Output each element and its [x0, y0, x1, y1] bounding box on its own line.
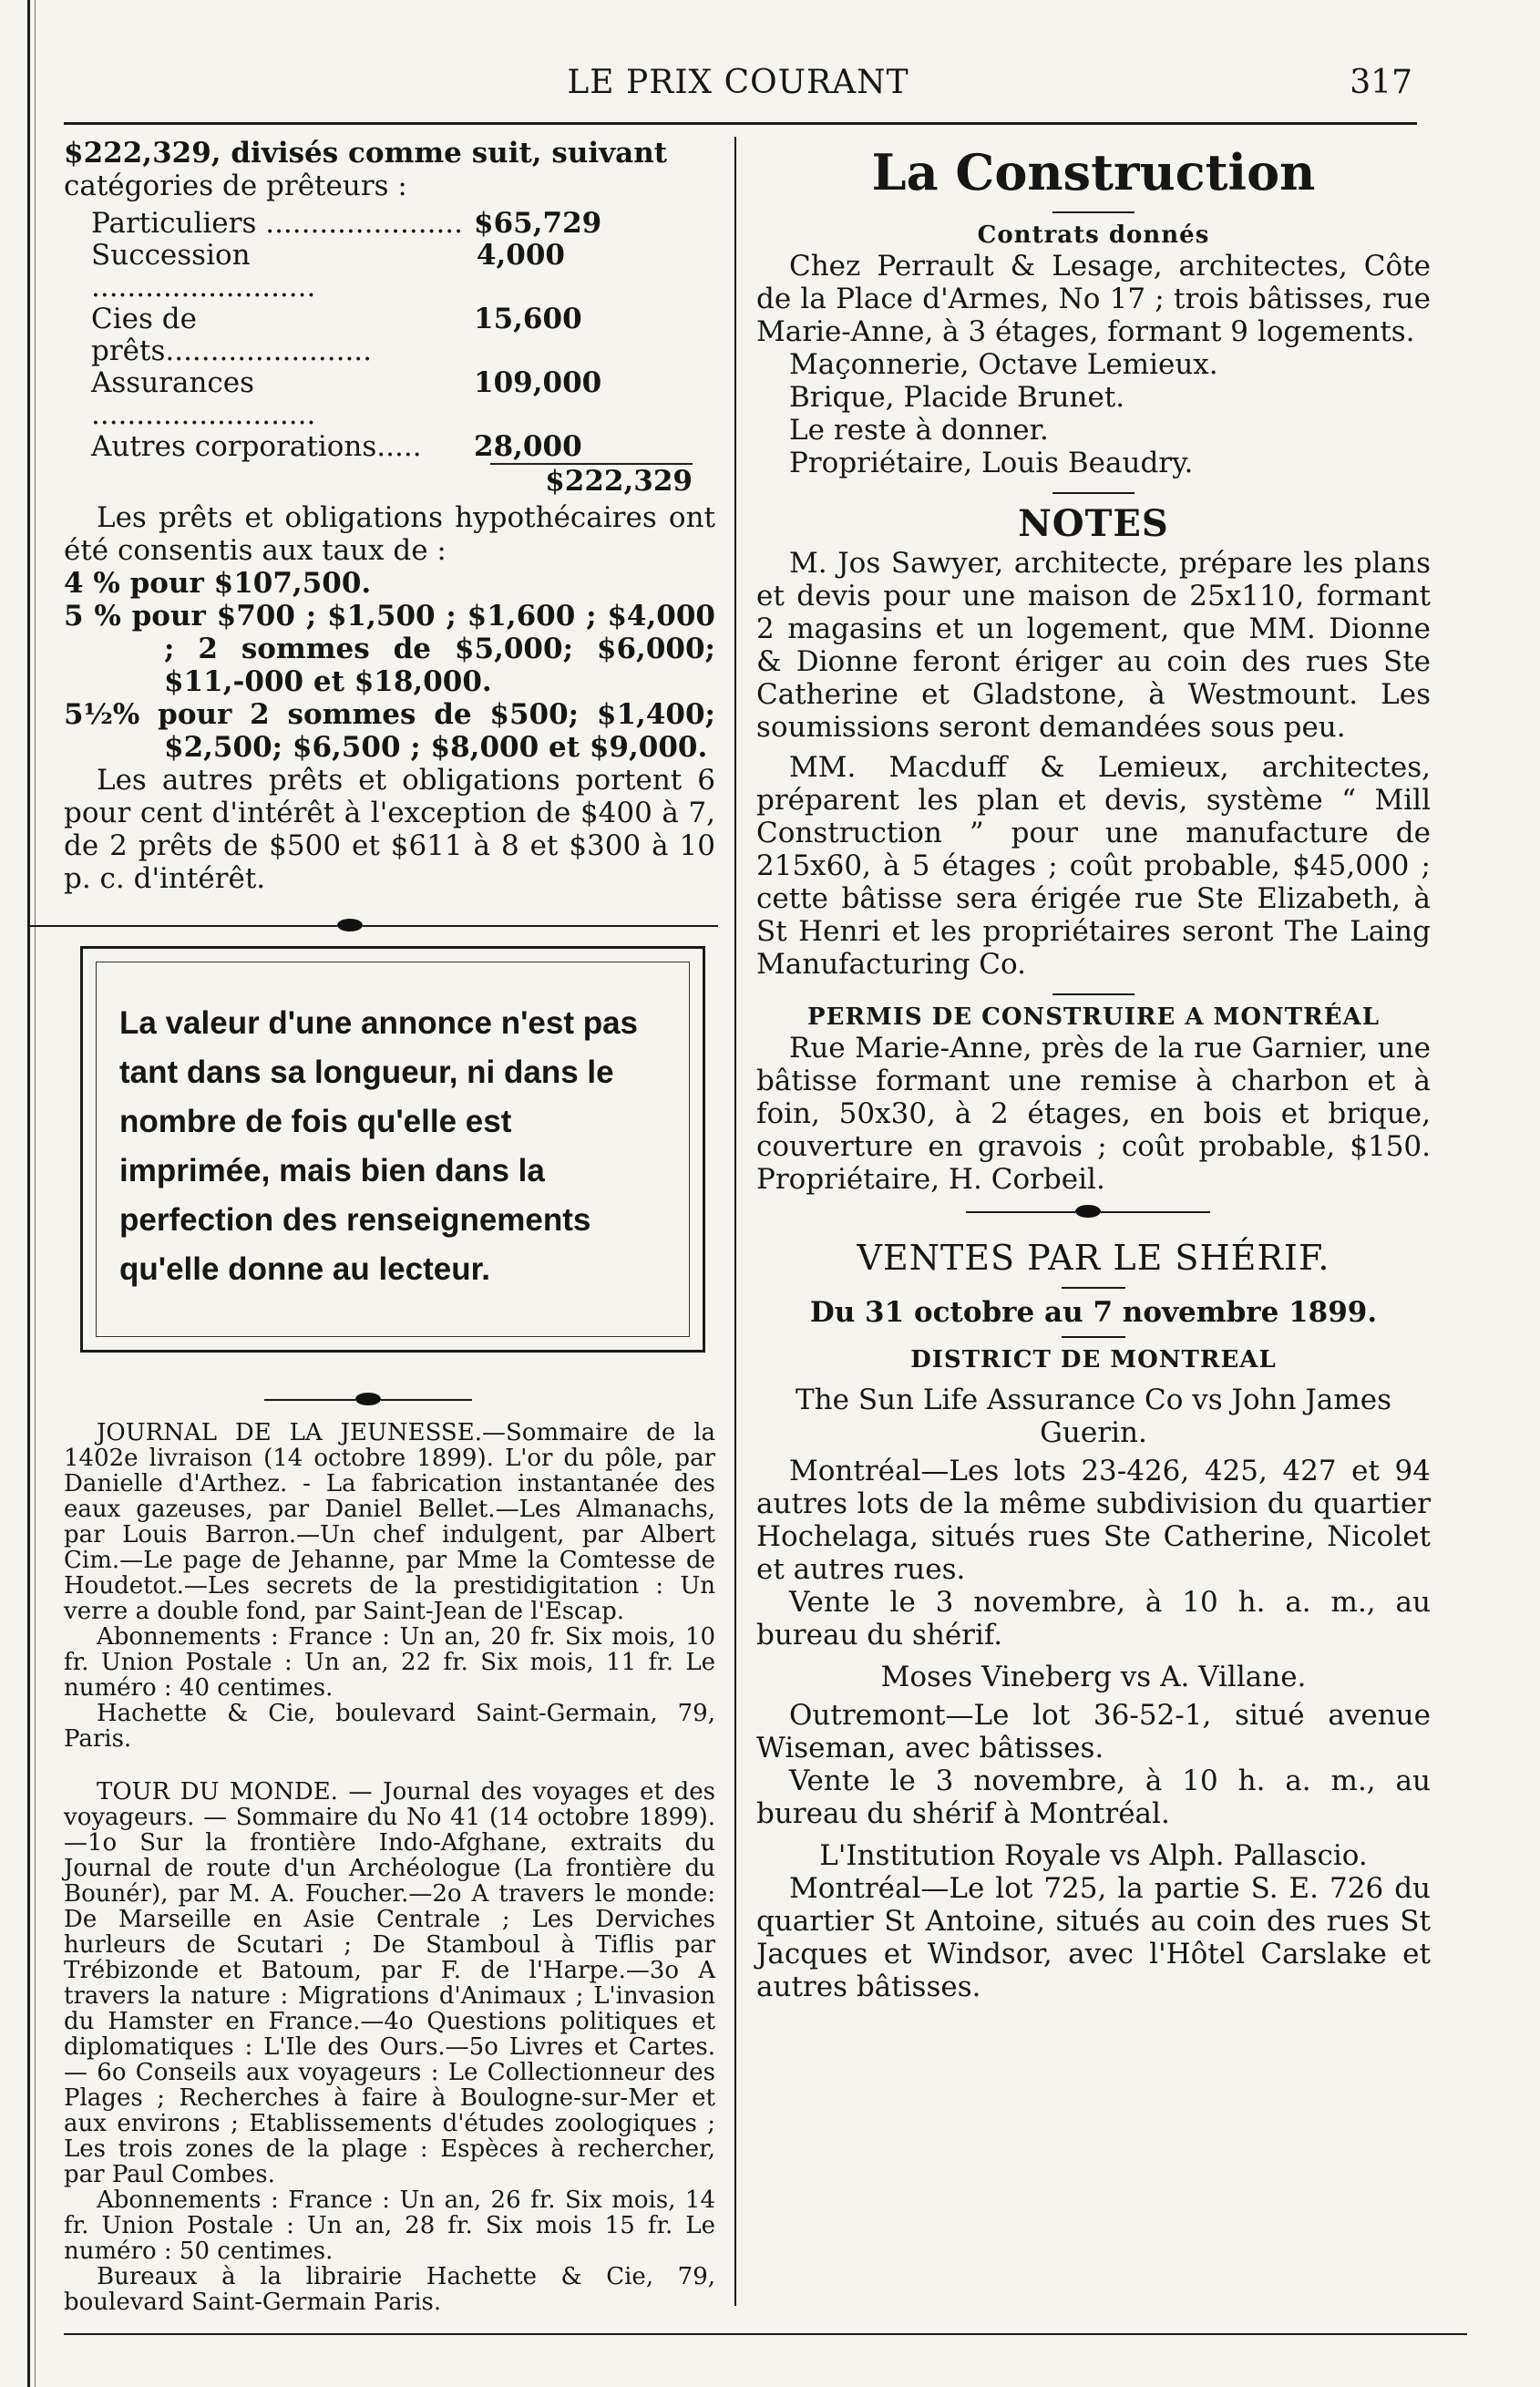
short-rule: [1062, 1287, 1125, 1289]
page-header: [64, 57, 1412, 111]
short-rule: [1052, 993, 1134, 995]
short-rule: [1052, 492, 1134, 494]
ventes-title: VENTES PAR LE SHÉRIF.: [857, 1238, 1330, 1278]
contrats-text: Chez Perrault & Lesage, architectes, Côte de la Place d'Armes, No 17 ; trois bâtisses, rue Marie-Anne, à 3 étages, formant 9 logements.: [756, 250, 1431, 348]
tour-abonnements: Abonnements : France : Un an, 26 fr. Six mois, 14 fr. Union Postale : Un an, 28 fr. Six mois 15 fr. Le numéro : 50 centimes.: [64, 2186, 715, 2265]
contrat-item: Propriétaire, Louis Beaudry.: [789, 447, 1194, 479]
notes-title: NOTES: [1018, 502, 1169, 545]
separator-ornament: [64, 1389, 715, 1411]
case-3-text: Montréal—Le lot 725, la partie S. E. 726 du quartier St Antoine, situés au coin des rues St Jacques et Windsor, avec l'Hôtel Carslake et autres bâtisses.: [756, 1872, 1431, 2003]
lenders-total: $222,329: [64, 463, 693, 498]
advertisement-text: La valeur d'une annonce n'est pas tant dans sa longueur, ni dans le nombre de fois qu'elle est imprimée, mais bien dans la perfection des renseignements qu'elle donne au lecteur.: [119, 1005, 639, 1287]
short-rule: [1052, 211, 1134, 213]
case-1-sale: Vente le 3 novembre, à 10 h. a. m., au bureau du shérif.: [756, 1586, 1431, 1651]
left-margin-rule-thin: [35, 0, 36, 2387]
lenders-intro-2: catégories de prêteurs :: [64, 170, 407, 202]
lender-row: Succession ......................... 4,000: [91, 239, 565, 304]
notes-paragraph-2: MM. Macduff & Lemieux, architectes, préparent les plan et devis, système “ Mill Construction ” pour une manufacture de 215x60, à 5 étages ; coût probable, $45,000 ; cette bâtisse sera érigée rue Ste Elizabeth, à St Henri et les propriétaires seront The Laing Manufacturing Co.: [756, 751, 1431, 981]
case-1-text: Montréal—Les lots 23-426, 425, 427 et 94 autres lots de la même subdivision du quartier Hochelaga, situés rues Ste Catherine, Nicolet et autres rues.: [756, 1455, 1431, 1586]
lender-row: Cies de prêts....................... 15,600: [91, 303, 582, 367]
journal-abonnements: Abonnements : France : Un an, 20 fr. Six mois, 10 fr. Union Postale : Un an, 22 fr. Six mois, 11 fr. Le numéro : 40 centimes.: [64, 1623, 715, 1702]
case-2-sale: Vente le 3 novembre, à 10 h. a. m., au bureau du shérif à Montréal.: [756, 1765, 1431, 1830]
rates-intro: Les prêts et obligations hypothécaires ont été consentis aux taux de :: [64, 501, 715, 567]
ventes-dates: Du 31 octobre au 7 novembre 1899.: [809, 1296, 1378, 1329]
tour-du-monde: TOUR DU MONDE. — Journal des voyages et des voyageurs. — Sommaire du No 41 (14 octobre 1899).—1o Sur la frontière Indo-Afghane, extraits du Journal de route d'un Archéologue (La frontière du Bounér), par M. A. Foucher.—2o A travers le monde: De Marseille en Asie Centrale ; Les Derviches hurleurs de Scutari ; De Stamboul à Tiflis par Trébizonde et Batoum, par F. de l'Harpe.—3o A travers la nature : Migrations d'Animaux ; L'invasion du Hamster en France.—4o Questions politiques et diplomatiques : L'Ile des Ours.—5o Livres et Cartes. — 6o Conseils aux voyageurs : Le Collectionneur des Plages ; Recherches à faire à Boulogne-sur-Mer et aux environs ; Etablissements d'études zoologiques ; Les trois zones de la plage : Espèces à rechercher, par Paul Combes.: [64, 1778, 715, 2188]
contrats-heading: Contrats donnés: [977, 221, 1210, 249]
lenders-intro: $222,329, divisés comme suit, suivant: [64, 137, 668, 170]
notes-paragraph-1: M. Jos Sawyer, architecte, prépare les plans et devis pour une maison de 25x110, formant 2 magasins et un logement, que MM. Dionne & Dionne feront ériger au coin des rues Ste Catherine et Gladstone, à Westmount. Les soumissions seront demandées sous peu.: [756, 547, 1431, 744]
publication-title: LE PRIX COURANT: [567, 64, 909, 101]
district-heading: DISTRICT DE MONTREAL: [910, 1346, 1277, 1374]
left-margin-rule: [27, 0, 30, 2387]
case-1-title: The Sun Life Assurance Co vs John James Guerin.: [796, 1384, 1391, 1449]
lender-row: Autres corporations..... 28,000: [91, 430, 582, 463]
case-2-text: Outremont—Le lot 36-52-1, situé avenue Wiseman, avec bâtisses.: [756, 1699, 1431, 1765]
permis-text: Rue Marie-Anne, près de la rue Garnier, une bâtisse formant une remise à charbon et à foin, 50x30, à 2 étages, en bois et brique, couverture en gravois ; coût probable, $150. Propriétaire, H. Corbeil.: [756, 1032, 1431, 1196]
lender-row: Assurances ......................... 109,000: [91, 366, 602, 431]
left-column: [64, 137, 715, 2315]
section-title-construction: La Construction: [871, 143, 1316, 201]
rate-5-5: 5½% pour 2 sommes de $500; $1,400; $2,500; $6,500 ; $8,000 et $9,000.: [64, 698, 715, 764]
rate-4: 4 % pour $107,500.: [64, 567, 372, 600]
right-column: [756, 137, 1431, 2003]
tour-bureaux: Bureaux à la librairie Hachette & Cie, 79, boulevard Saint-Germain Paris.: [64, 2263, 715, 2316]
contrat-item: Le reste à donner.: [789, 414, 1049, 447]
bottom-rule: [64, 2333, 1467, 2335]
contrat-item: Brique, Placide Brunet.: [789, 381, 1125, 414]
page-number: 317: [1350, 64, 1412, 101]
permis-heading: PERMIS DE CONSTRUIRE A MONTRÉAL: [807, 1003, 1380, 1031]
contrat-item: Maçonnerie, Octave Lemieux.: [789, 348, 1218, 381]
lender-row: Particuliers ...................... $65,729: [91, 207, 602, 240]
case-3-title: L'Institution Royale vs Alph. Pallascio.: [819, 1839, 1368, 1872]
separator-ornament: [64, 915, 715, 937]
separator-ornament: [756, 1201, 1431, 1223]
short-rule: [1062, 1336, 1125, 1338]
rates-other: Les autres prêts et obligations portent 6 pour cent d'intérêt à l'exception de $400 à 7, de 2 prêts de $500 et $611 à 8 et $300 à 10 p. c. d'intérêt.: [64, 764, 715, 895]
journal-jeunesse: JOURNAL DE LA JEUNESSE.—Sommaire de la 1402e livraison (14 octobre 1899). L'or du pôle, par Danielle d'Arthez. - La fabrication instantanée des eaux gazeuses, par Daniel Bellet.—Les Almanachs, par Louis Barron.—Un chef indulgent, par Albert Cim.—Le page de Jehanne, par Mme la Comtesse de Houdetot.—Les secrets de la prestidigitation : Un verre a double fond, par Saint-Jean de l'Escap.: [64, 1419, 715, 1625]
column-divider: [734, 137, 736, 2306]
rate-5: 5 % pour $700 ; $1,500 ; $1,600 ; $4,000 ; 2 sommes de $5,000; $6,000; $11,-000 et $18,000.: [64, 600, 715, 698]
case-2-title: Moses Vineberg vs A. Villane.: [880, 1661, 1307, 1693]
header-rule: [64, 122, 1417, 125]
journal-hachette: Hachette & Cie, boulevard Saint-Germain, 79, Paris.: [64, 1700, 715, 1753]
advertisement-box: [80, 946, 705, 1353]
lenders-table: [91, 208, 715, 463]
